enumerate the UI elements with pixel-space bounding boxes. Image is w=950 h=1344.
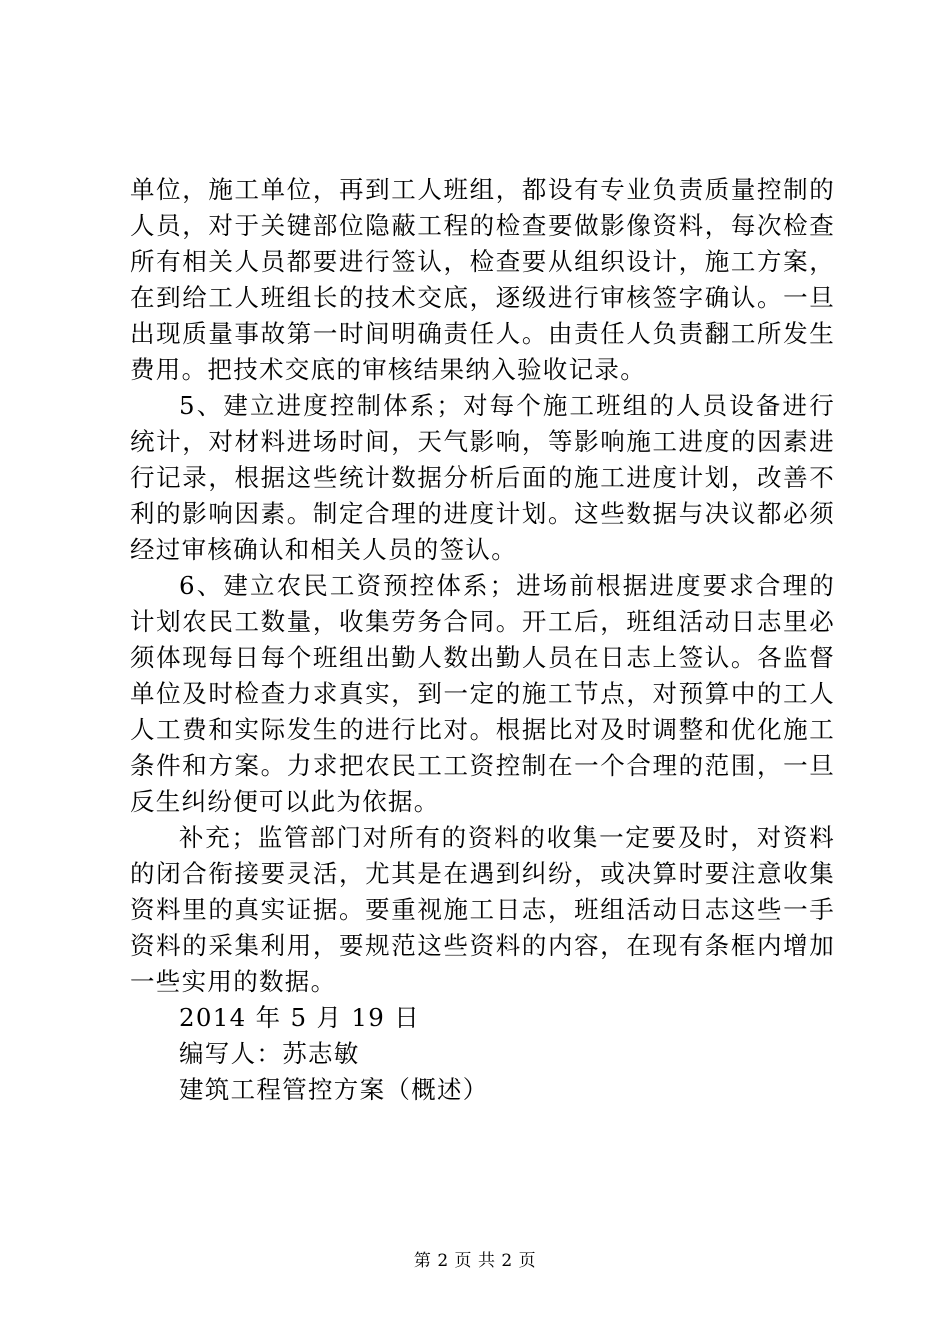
- page-number-footer: 第 2 页 共 2 页: [413, 1251, 537, 1271]
- document-body: [130, 172, 835, 1108]
- document-date: 2014 年 5 月 19 日: [179, 1003, 421, 1032]
- paragraph-supplement: 补充；监管部门对所有的资料的收集一定要及时，对资料的闭合衔接要灵活，尤其是在遇到纠纷，或决算时要注意收集资料里的真实证据。要重视施工日志，班组活动日志这些一手资料的采集利用，要规范这些资料的内容，在现有条框内增加一些实用的数据。: [130, 823, 835, 996]
- paragraph-quality-control: 单位，施工单位，再到工人班组，都设有专业负责质量控制的人员，对于关键部位隐蔽工程的检查要做影像资料，每次检查所有相关人员都要进行签认，检查要从组织设计，施工方案，在到给工人班组长的技术交底，逐级进行审核签字确认。一旦出现质量事故第一时间明确责任人。由责任人负责翻工所发生费用。把技术交底的审核结果纳入验收记录。: [130, 175, 835, 384]
- document-author: 编写人：苏志敏: [179, 1039, 360, 1068]
- paragraph-wage-control: 6、建立农民工资预控体系；进场前根据进度要求合理的计划农民工数量，收集劳务合同。开工后，班组活动日志里必须体现每日每个班组出勤人数出勤人员在日志上签认。各监督单位及时检查力求真实，到一定的施工节点，对预算中的工人人工费和实际发生的进行比对。根据比对及时调整和优化施工条件和方案。力求把农民工工资控制在一个合理的范围，一旦反生纠纷便可以此为依据。: [130, 571, 835, 816]
- paragraph-progress-control: 5、建立进度控制体系；对每个施工班组的人员设备进行统计，对材料进场时间，天气影响，等影响施工进度的因素进行记录，根据这些统计数据分析后面的施工进度计划，改善不利的影响因素。制定合理的进度计划。这些数据与决议都必须经过审核确认和相关人员的签认。: [130, 391, 835, 564]
- next-document-title: 建筑工程管控方案（概述）: [179, 1075, 489, 1104]
